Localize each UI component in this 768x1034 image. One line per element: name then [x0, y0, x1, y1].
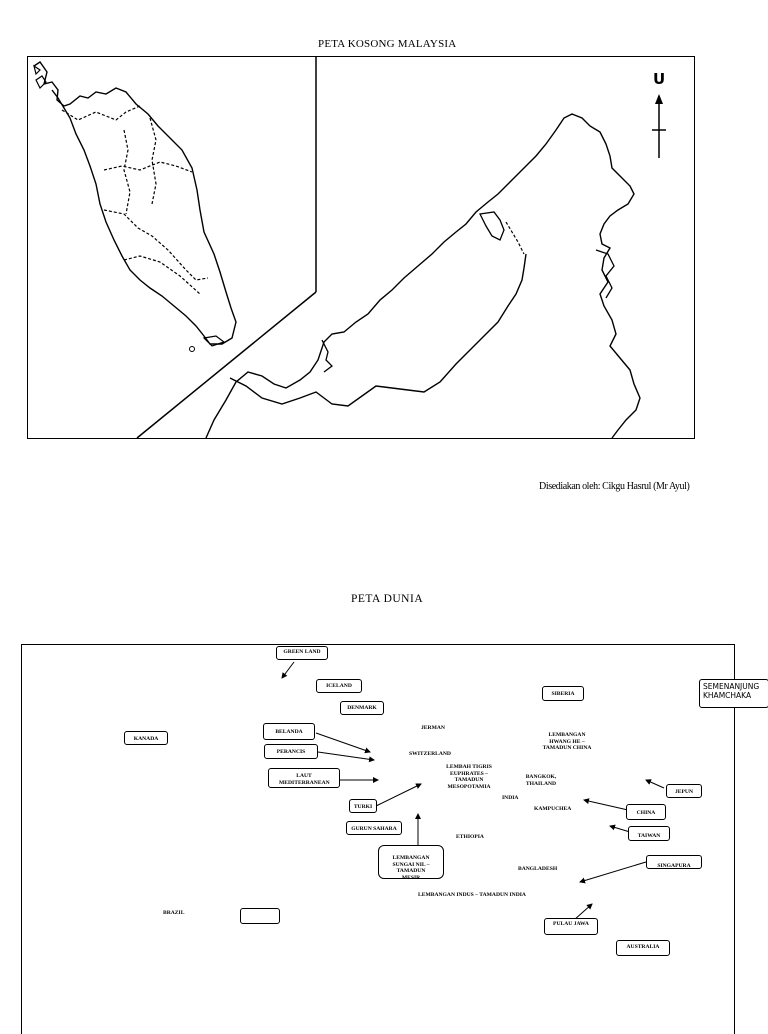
- label-singapura: SINGAPURA: [657, 863, 691, 869]
- label-bangkok: BANGKOK, THAILAND: [525, 774, 557, 787]
- label-box-taiwan: [628, 826, 670, 841]
- label-kampuchea: KAMPUCHEA: [534, 806, 572, 812]
- label-india: INDIA: [502, 795, 519, 801]
- label-pulau-jawa: PULAU JAWA: [553, 921, 589, 927]
- label-box-perancis: [264, 744, 318, 759]
- arrow-jepun: [646, 780, 664, 788]
- arrow-green-land: [282, 662, 294, 678]
- label-jepun: JEPUN: [674, 789, 694, 795]
- label-china: CHINA: [636, 810, 656, 816]
- label-iceland: ICELAND: [326, 683, 352, 689]
- label-perancis: PERANCIS: [276, 749, 306, 755]
- label-green-land: GREEN LAND: [283, 649, 321, 655]
- label-belanda: BELANDA: [275, 729, 303, 735]
- world-map-title: PETA DUNIA: [351, 593, 424, 605]
- label-semenanjung-khamchaka-text: SEMENANJUNG KHAMCHAKA: [703, 682, 760, 700]
- label-bangladesh: BANGLADESH: [518, 866, 558, 872]
- label-box-denmark: [340, 701, 384, 715]
- label-kanada: KANADA: [133, 736, 159, 742]
- label-taiwan: TAIWAN: [637, 833, 661, 839]
- label-ethiopia: ETHIOPIA: [456, 834, 484, 840]
- north-label: U: [653, 70, 666, 88]
- arrow-china: [584, 800, 628, 810]
- label-box-green-land: [276, 646, 328, 660]
- label-box-pulau-jawa: [544, 918, 598, 935]
- label-australia: AUSTRALIA: [626, 944, 660, 950]
- label-box-iceland: [316, 679, 362, 693]
- label-turki: TURKI: [353, 804, 373, 810]
- label-box-kanada: [124, 731, 168, 745]
- label-laut-mediterranean: LAUT MEDITERRANEAN: [279, 773, 330, 786]
- arrow-turki: [376, 784, 421, 806]
- label-semenanjung-khamchaka: [699, 679, 768, 708]
- label-siberia: SIBERIA: [551, 691, 575, 697]
- arrow-belanda: [316, 733, 370, 752]
- label-box-turki: [349, 799, 377, 813]
- credit-text: Disediakan oleh: Cikgu Hasrul (Mr Ayul): [539, 481, 690, 492]
- label-jerman: JERMAN: [421, 725, 445, 731]
- arrow-taiwan: [610, 826, 630, 832]
- label-brazil: BRAZIL: [163, 910, 185, 916]
- label-box-singapura: [646, 855, 702, 869]
- label-tigris-euphrates: LEMBAH TIGRIS EUPHRATES – TAMADUN MESOPOTAMIA: [446, 764, 492, 790]
- label-box-laut-mediterranean: [268, 768, 340, 788]
- label-box-china: [626, 804, 666, 820]
- label-denmark: DENMARK: [347, 705, 377, 711]
- arrow-singapura: [580, 862, 646, 882]
- label-box-belanda: [263, 723, 315, 740]
- label-box-sungai-nil: [378, 845, 444, 879]
- label-hwang-he: LEMBANGAN HWANG HE – TAMADUN CHINA: [542, 732, 592, 751]
- label-sungai-nil: LEMBANGAN SUNGAI NIL – TAMADUN MESIR: [392, 855, 430, 881]
- label-lembangan-indus: LEMBANGAN INDUS – TAMADUN INDIA: [418, 892, 526, 898]
- arrow-perancis: [318, 752, 374, 760]
- label-box-gurun-sahara: [346, 821, 402, 835]
- malaysia-map-title: PETA KOSONG MALAYSIA: [318, 38, 457, 50]
- label-switzerland: SWITZERLAND: [409, 751, 451, 757]
- label-box-empty: [240, 908, 280, 924]
- label-box-jepun: [666, 784, 702, 798]
- label-box-australia: [616, 940, 670, 956]
- label-gurun-sahara: GURUN SAHARA: [351, 826, 397, 832]
- label-box-siberia: [542, 686, 584, 701]
